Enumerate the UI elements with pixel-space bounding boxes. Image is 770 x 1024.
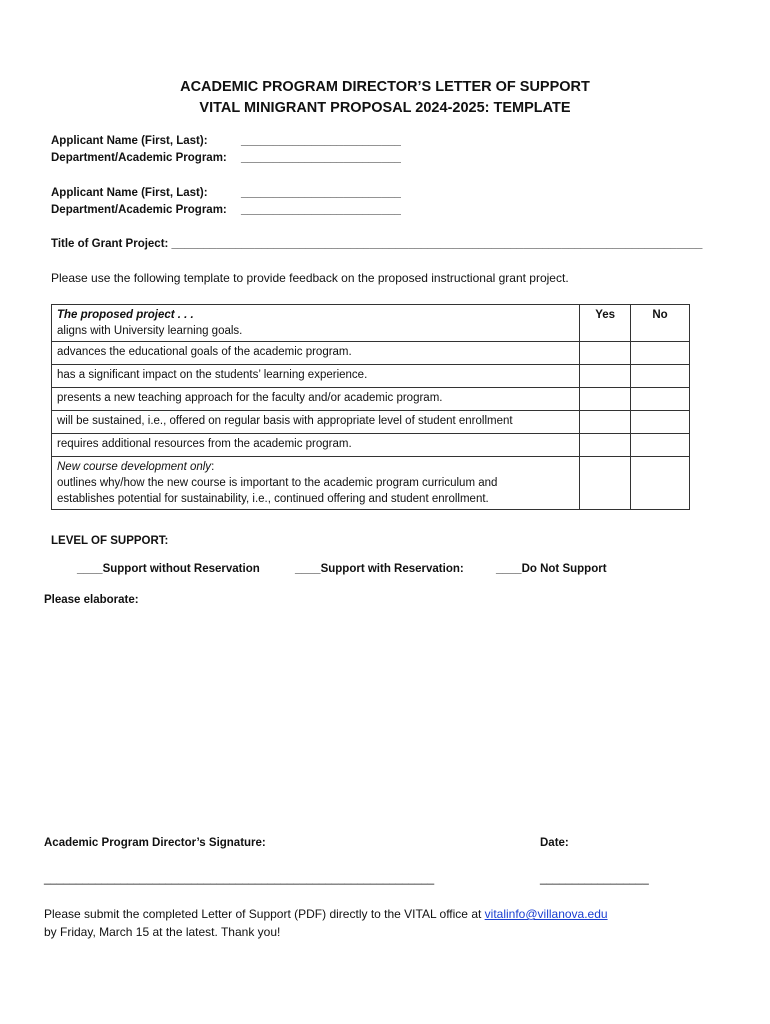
criterion-text: advances the educational goals of the academic program. (52, 342, 580, 365)
table-row (52, 434, 690, 457)
footer-text: by Friday, March 15 at the latest. Thank you! (44, 925, 281, 939)
criterion-text: requires additional resources from the academic program. (52, 434, 580, 457)
table-row (52, 388, 690, 411)
yes-checkbox-cell[interactable] (580, 388, 631, 411)
elaborate-label: Please elaborate: (44, 594, 139, 606)
criterion-text: establishes potential for sustainability, i.e., continued offering and student enrollment. (57, 493, 489, 505)
feedback-table (51, 304, 690, 510)
criterion-text: outlines why/how the new course is important to the academic program curriculum and (57, 477, 498, 489)
footer-text: Please submit the completed Letter of Support (PDF) directly to the VITAL office at (44, 907, 485, 921)
department-field[interactable]: _________________________ (241, 152, 401, 164)
applicant-block-1 (51, 133, 401, 167)
intro-text: Please use the following template to provide feedback on the proposed instructional grant project. (51, 271, 569, 285)
level-of-support-label: LEVEL OF SUPPORT: (51, 535, 169, 547)
do-not-support-option[interactable]: ____Do Not Support (496, 563, 607, 575)
support-without-reservation-option[interactable]: ____Support without Reservation (77, 563, 260, 575)
table-header-label: The proposed project . . . (57, 309, 194, 321)
criterion-text: will be sustained, i.e., offered on regular basis with appropriate level of student enrollment (52, 411, 580, 434)
table-cell (52, 305, 580, 342)
yes-checkbox-cell[interactable] (580, 457, 631, 510)
no-checkbox-cell[interactable] (631, 365, 690, 388)
yes-checkbox-cell[interactable] (580, 411, 631, 434)
footer-instructions (44, 905, 724, 941)
criterion-text: aligns with University learning goals. (57, 325, 243, 337)
department-label: Department/Academic Program: (51, 204, 227, 216)
applicant-name-field[interactable]: _________________________ (241, 135, 401, 147)
support-with-reservation-option[interactable]: ____Support with Reservation: (295, 563, 464, 575)
applicant-name-field[interactable]: _________________________ (241, 187, 401, 199)
table-row (52, 411, 690, 434)
document-title-line2: VITAL MINIGRANT PROPOSAL 2024-2025: TEMPLATE (199, 100, 571, 116)
no-column-header: No (631, 305, 690, 342)
yes-checkbox-cell[interactable] (580, 434, 631, 457)
table-row (52, 305, 690, 342)
signature-label: Academic Program Director’s Signature: (44, 837, 266, 849)
no-checkbox-cell[interactable] (631, 342, 690, 365)
no-checkbox-cell[interactable] (631, 388, 690, 411)
date-field[interactable]: _________________ (540, 873, 649, 885)
yes-column-header: Yes (580, 305, 631, 342)
no-checkbox-cell[interactable] (631, 411, 690, 434)
applicant-name-label: Applicant Name (First, Last): (51, 135, 208, 147)
date-label: Date: (540, 837, 569, 849)
new-course-heading: New course development only (57, 461, 212, 473)
table-row (52, 457, 690, 510)
table-row (52, 365, 690, 388)
no-checkbox-cell[interactable] (631, 457, 690, 510)
new-course-colon: : (211, 461, 215, 473)
criterion-text: has a significant impact on the students’ learning experience. (52, 365, 580, 388)
applicant-name-label: Applicant Name (First, Last): (51, 187, 208, 199)
table-cell (52, 457, 580, 510)
applicant-block-2 (51, 185, 401, 219)
yes-checkbox-cell[interactable] (580, 365, 631, 388)
no-checkbox-cell[interactable] (631, 434, 690, 457)
table-row (52, 342, 690, 365)
email-link[interactable]: vitalinfo@villanova.edu (484, 907, 608, 921)
document-title-line1: ACADEMIC PROGRAM DIRECTOR’S LETTER OF SUPPORT (180, 79, 590, 95)
grant-title-field[interactable]: Title of Grant Project: ___________________________________________________________________________________ (51, 238, 703, 250)
signature-field[interactable]: _____________________________________________________________ (44, 873, 435, 885)
department-field[interactable]: _________________________ (241, 204, 401, 216)
yes-checkbox-cell[interactable] (580, 342, 631, 365)
department-label: Department/Academic Program: (51, 152, 227, 164)
criterion-text: presents a new teaching approach for the faculty and/or academic program. (52, 388, 580, 411)
